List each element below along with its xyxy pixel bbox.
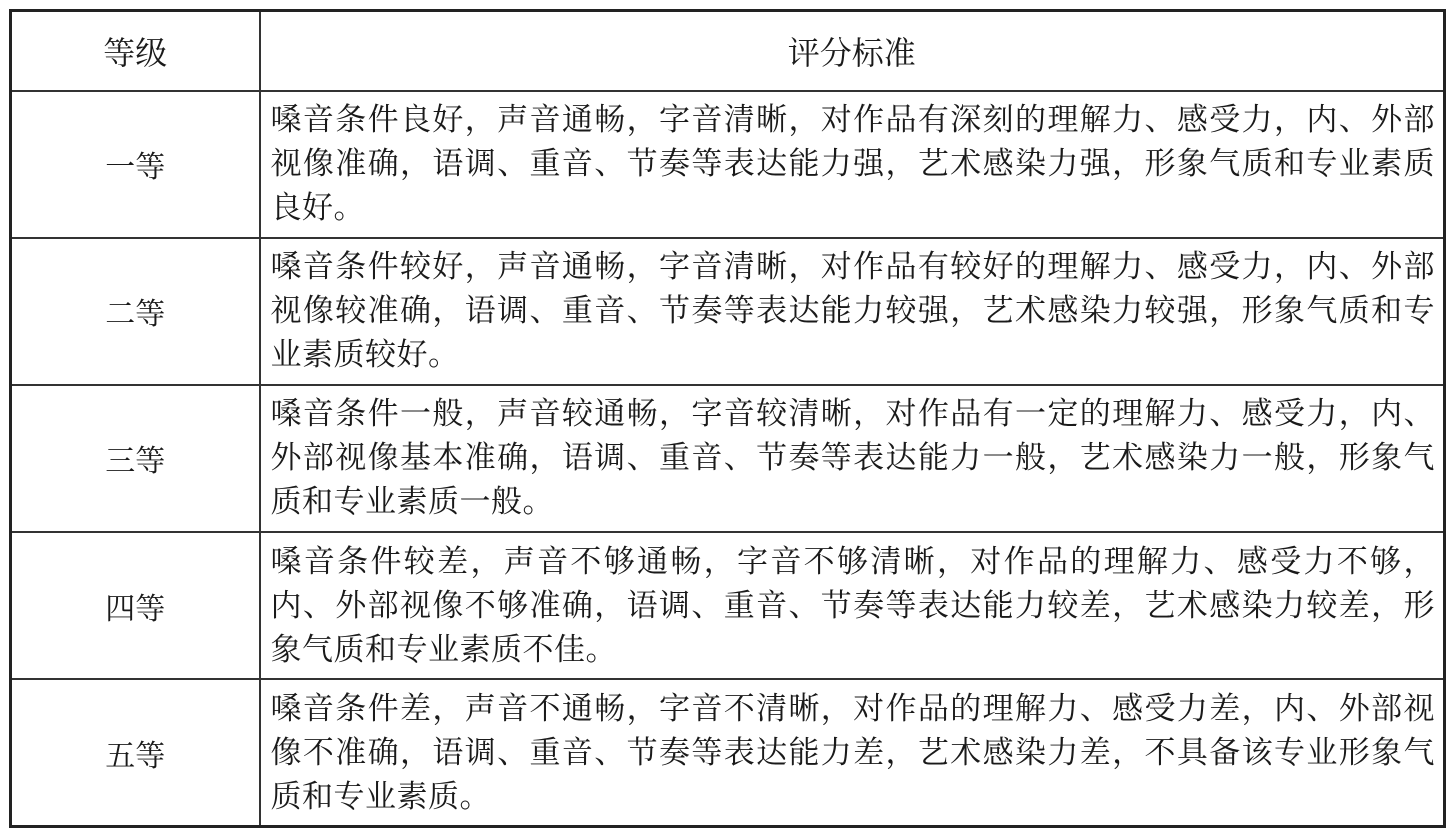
criteria-cell: 嗓音条件一般，声音较通畅，字音较清晰，对作品有一定的理解力、感受力，内、外部视像基本准确，语调、重音、节奏等表达能力一般，艺术感染力一般，形象气质和专业素质一般。 bbox=[260, 385, 1445, 532]
criteria-cell: 嗓音条件差，声音不通畅，字音不清晰，对作品的理解力、感受力差，内、外部视像不准确，语调、重音、节奏等表达能力差，艺术感染力差，不具备该专业形象气质和专业素质。 bbox=[260, 679, 1445, 826]
table-row bbox=[11, 679, 1445, 826]
criteria-cell: 嗓音条件良好，声音通畅，字音清晰，对作品有深刻的理解力、感受力，内、外部视像准确，语调、重音、节奏等表达能力强，艺术感染力强，形象气质和专业素质良好。 bbox=[260, 91, 1445, 238]
table-header-row bbox=[11, 11, 1445, 91]
level-cell: 三等 bbox=[11, 385, 260, 532]
table-row bbox=[11, 385, 1445, 532]
criteria-cell: 嗓音条件较好，声音通畅，字音清晰，对作品有较好的理解力、感受力，内、外部视像较准确，语调、重音、节奏等表达能力较强，艺术感染力较强，形象气质和专业素质较好。 bbox=[260, 238, 1445, 385]
level-cell: 一等 bbox=[11, 91, 260, 238]
level-cell: 五等 bbox=[11, 679, 260, 826]
criteria-cell: 嗓音条件较差，声音不够通畅，字音不够清晰，对作品的理解力、感受力不够，内、外部视像不够准确，语调、重音、节奏等表达能力较差，艺术感染力较差，形象气质和专业素质不佳。 bbox=[260, 532, 1445, 679]
level-cell: 四等 bbox=[11, 532, 260, 679]
table-row bbox=[11, 238, 1445, 385]
table-row bbox=[11, 91, 1445, 238]
header-criteria: 评分标准 bbox=[260, 11, 1445, 91]
level-cell: 二等 bbox=[11, 238, 260, 385]
table-row bbox=[11, 532, 1445, 679]
grading-criteria-table bbox=[9, 9, 1446, 828]
header-level: 等级 bbox=[11, 11, 260, 91]
